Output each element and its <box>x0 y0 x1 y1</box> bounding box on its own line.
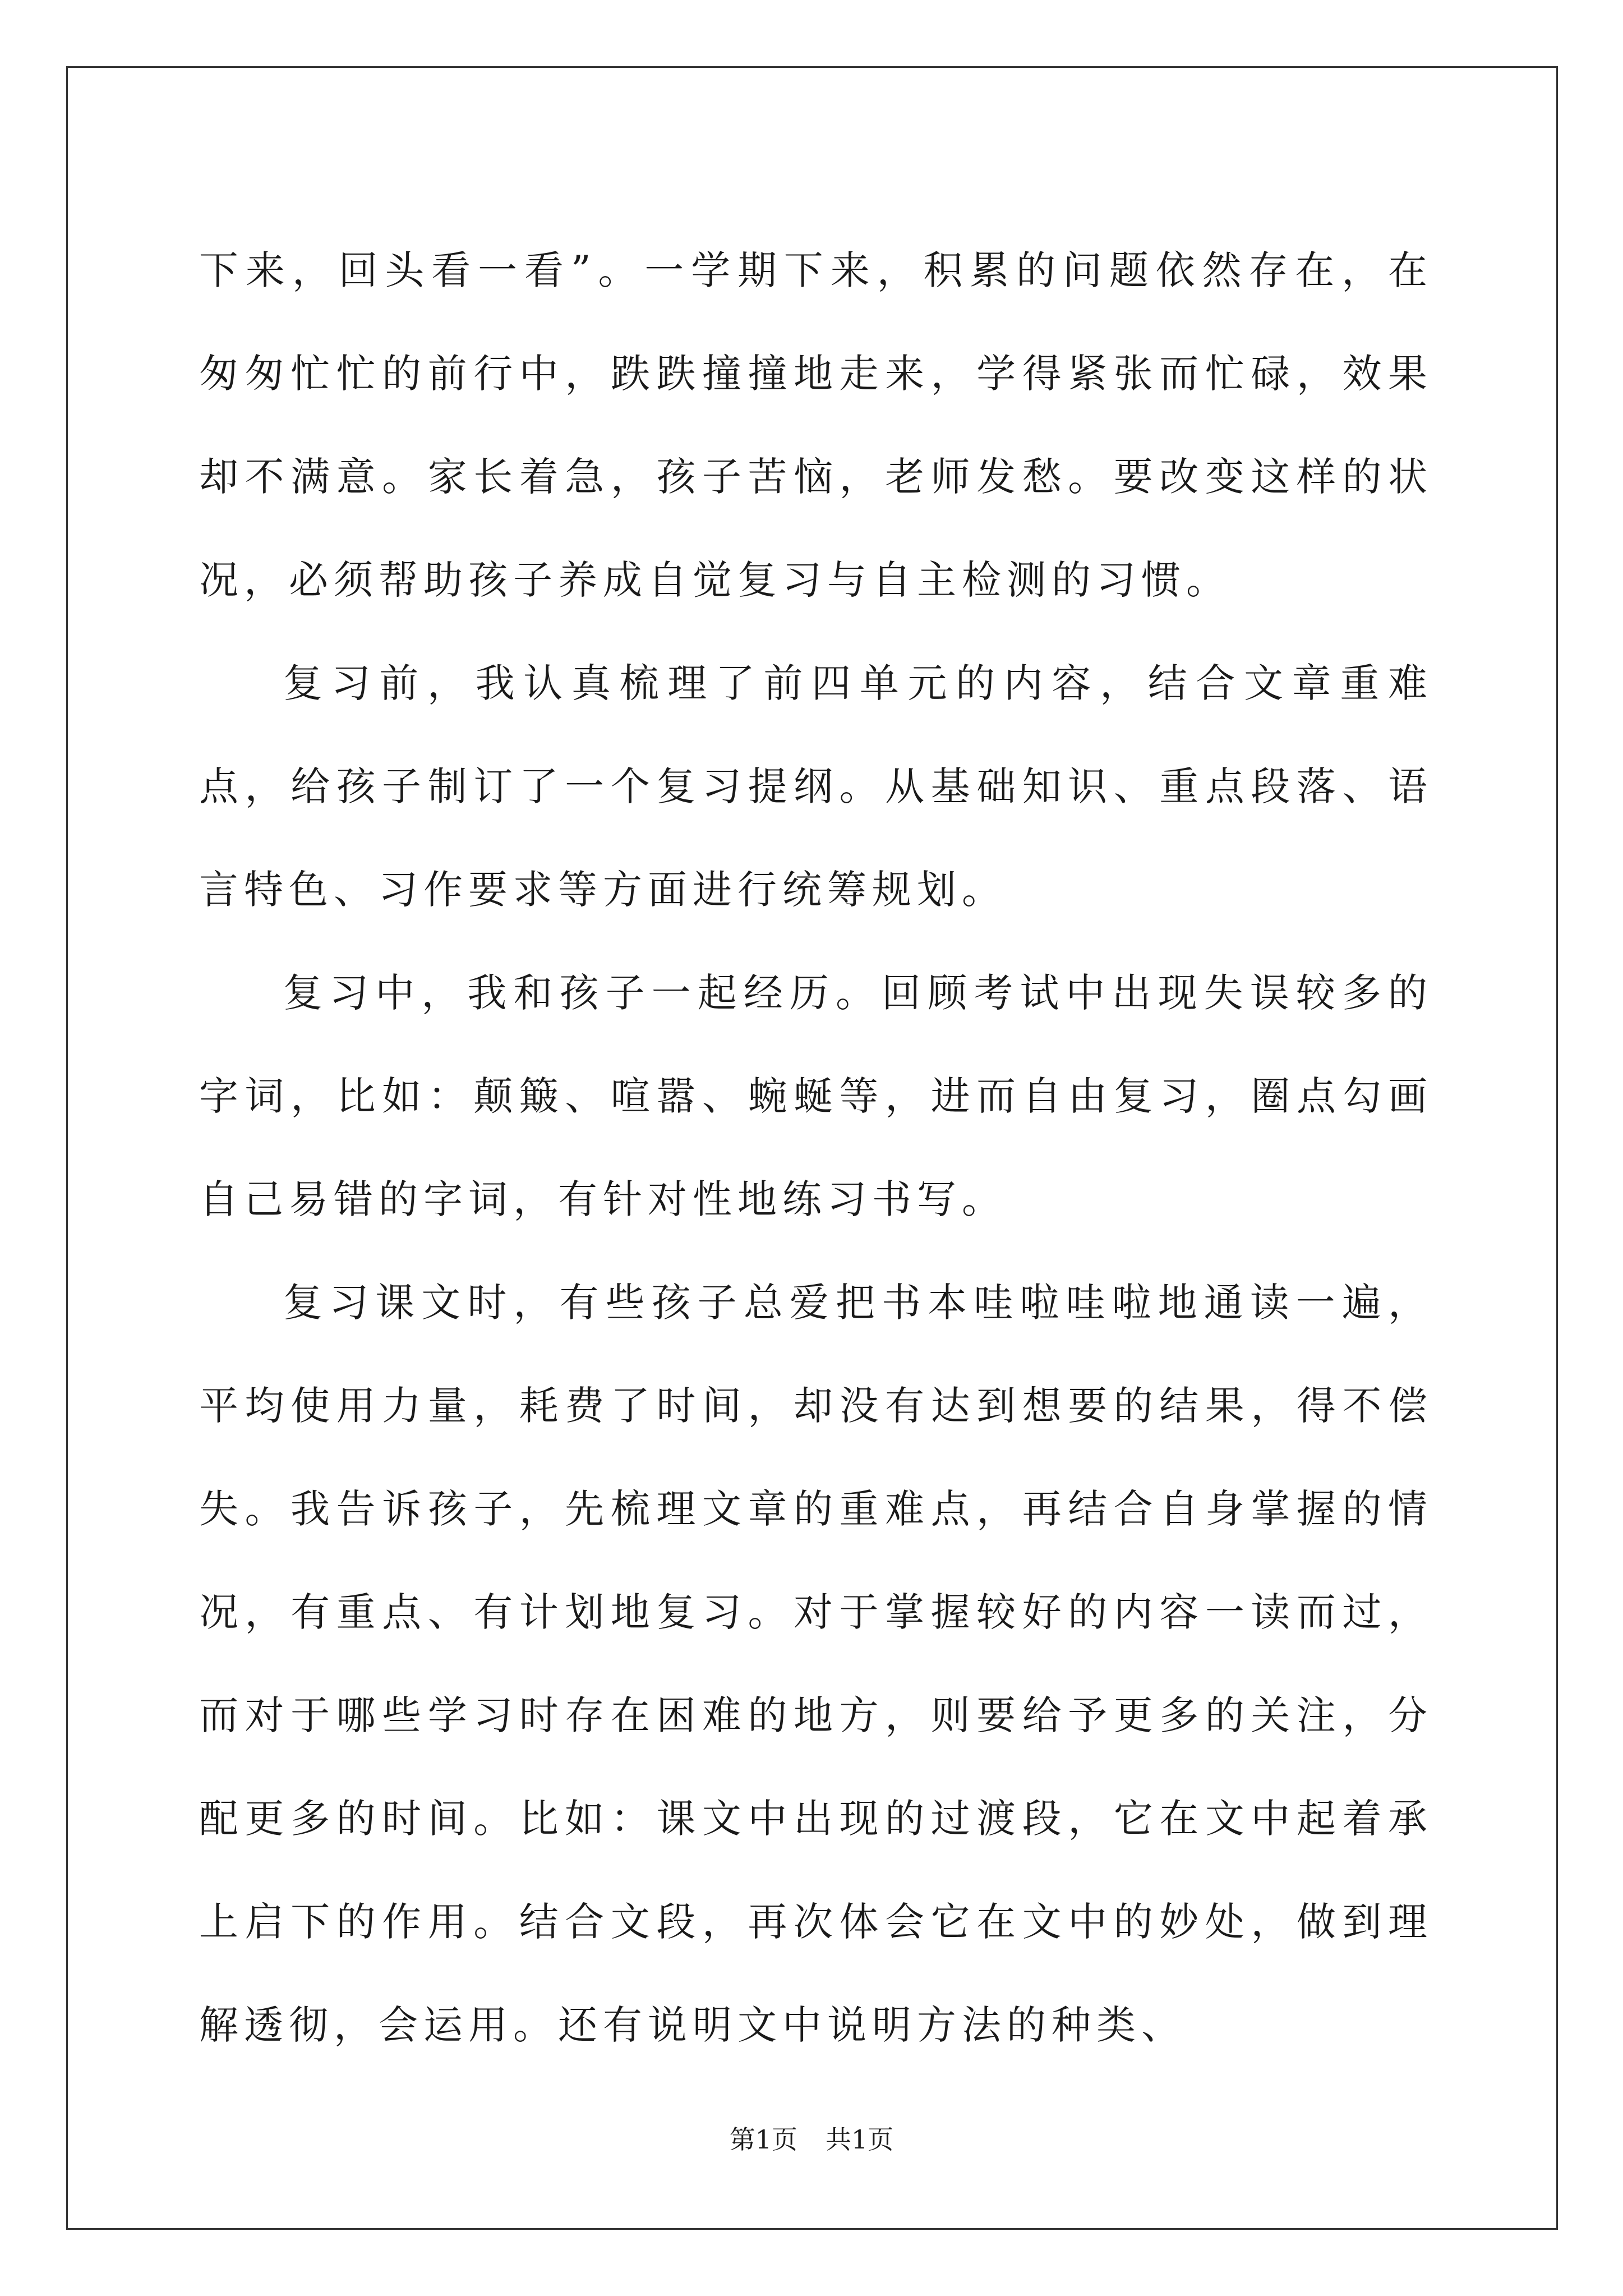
paragraph-4: 复习课文时，有些孩子总爱把书本哇啦哇啦地通读一遍，平均使用力量，耗费了时间，却没有达到想要的结果，得不偿失。我告诉孩子，先梳理文章的重难点，再结合自身掌握的情况，有重点、有计划地复习。对于掌握较好的内容一读而过，而对于哪些学习时存在困难的地方，则要给予更多的关注，分配更多的时间。比如：课文中出现的过渡段，它在文中起着承上启下的作用。结合文段，再次体会它在文中的妙处，做到理解透彻，会运用。还有说明文中说明方法的种类、 <box>199 1280 1433 2048</box>
document-body <box>199 219 1433 2077</box>
page-footer <box>0 2119 1623 2156</box>
paragraph-3: 复习中，我和孩子一起经历。回顾考试中出现失误较多的字词，比如：颠簸、喧嚣、蜿蜒等，进而自由复习，圈点勾画自己易错的字词，有针对性地练习书写。 <box>199 970 1433 1222</box>
page-total: 共1页 <box>826 2124 894 2155</box>
paragraph-1: 下来，回头看一看”。一学期下来，积累的问题依然存在，在匆匆忙忙的前行中，跌跌撞撞地走来，学得紧张而忙碌，效果却不满意。家长着急，孩子苦恼，老师发愁。要改变这样的状况，必须帮助孩子养成自觉复习与自主检测的习惯。 <box>199 247 1433 603</box>
page-number: 第1页 <box>729 2124 797 2155</box>
paragraph-2: 复习前，我认真梳理了前四单元的内容，结合文章重难点，给孩子制订了一个复习提纲。从基础知识、重点段落、语言特色、习作要求等方面进行统筹规划。 <box>199 660 1433 913</box>
